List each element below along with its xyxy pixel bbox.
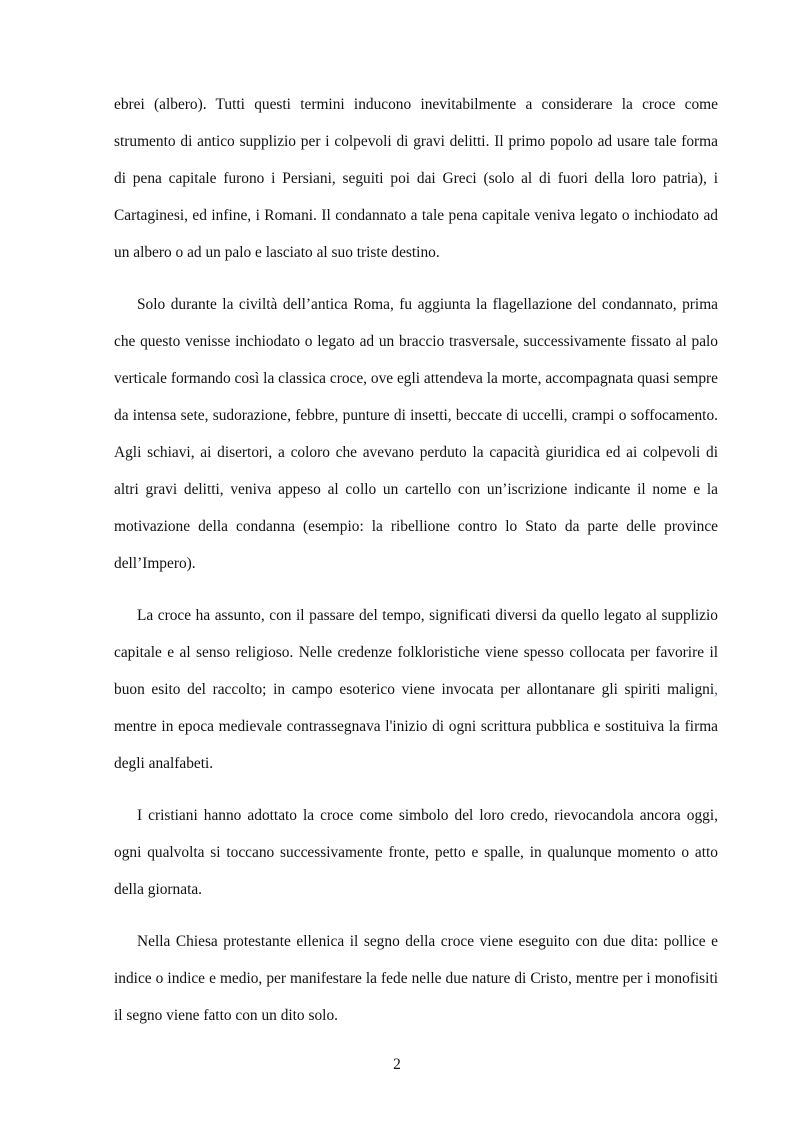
paragraph-1: ebrei (albero). Tutti questi termini inducono inevitabilmente a considerare la croce come strumento di antico supplizio per i colpevoli di gravi delitti. Il primo popolo ad usare tale forma di pena capitale furono i Persiani, seguiti poi dai Greci (solo al di fuori della loro patria), i Cartaginesi, ed infine, i Romani. Il condannato a tale pena capitale veniva legato o inchiodato ad un albero o ad un palo e lasciato al suo triste destino. [114,96,718,261]
paragraph-2: Solo durante la civiltà dell’antica Roma, fu aggiunta la flagellazione del condannato, prima che questo venisse inchiodato o legato ad un braccio trasversale, successivamente fissato al palo verticale formando così la classica croce, ove egli attendeva la morte, accompagnata quasi sempre da intensa sete, sudorazione, febbre, punture di insetti, beccate di uccelli, crampi o soffocamento. Agli schiavi, ai disertori, a coloro che avevano perduto la capacità giuridica ed ai colpevoli di altri gravi delitti, veniva appeso al collo un cartello con un’iscrizione indicante il nome e la motivazione della condanna (esempio: la ribellione contro lo Stato da parte delle province dell’Impero). [114,296,718,572]
document-page [114,86,718,1034]
page-number: 2 [393,1056,401,1073]
paragraph-4: I cristiani hanno adottato la croce come simbolo del loro credo, rievocandola ancora oggi, ogni qualvolta si toccano successivamente fronte, petto e spalle, in qualunque momento o atto della giornata. [114,807,718,898]
highlighted-comma: , [714,681,718,698]
paragraph-5: Nella Chiesa protestante ellenica il segno della croce viene eseguito con due dita: pollice e indice o indice e medio, per manifestare la fede nelle due nature di Cristo, mentre per i monofisiti il segno viene fatto con un dito solo. [114,933,718,1024]
paragraph-3-text-start: La croce ha assunto, con il passare del tempo, significati diversi da quello legato al supplizio capitale e al senso religioso. Nelle credenze folkloristiche viene spesso collocata per favorire il buon esito del raccolto; in campo esoterico viene invocata per allontanare gli spiriti maligni [114,607,718,698]
paragraph-3-text-end: mentre in epoca medievale contrassegnava l'inizio di ogni scrittura pubblica e sostituiva la firma degli analfabeti. [114,718,718,772]
paragraph-3 [114,597,718,782]
